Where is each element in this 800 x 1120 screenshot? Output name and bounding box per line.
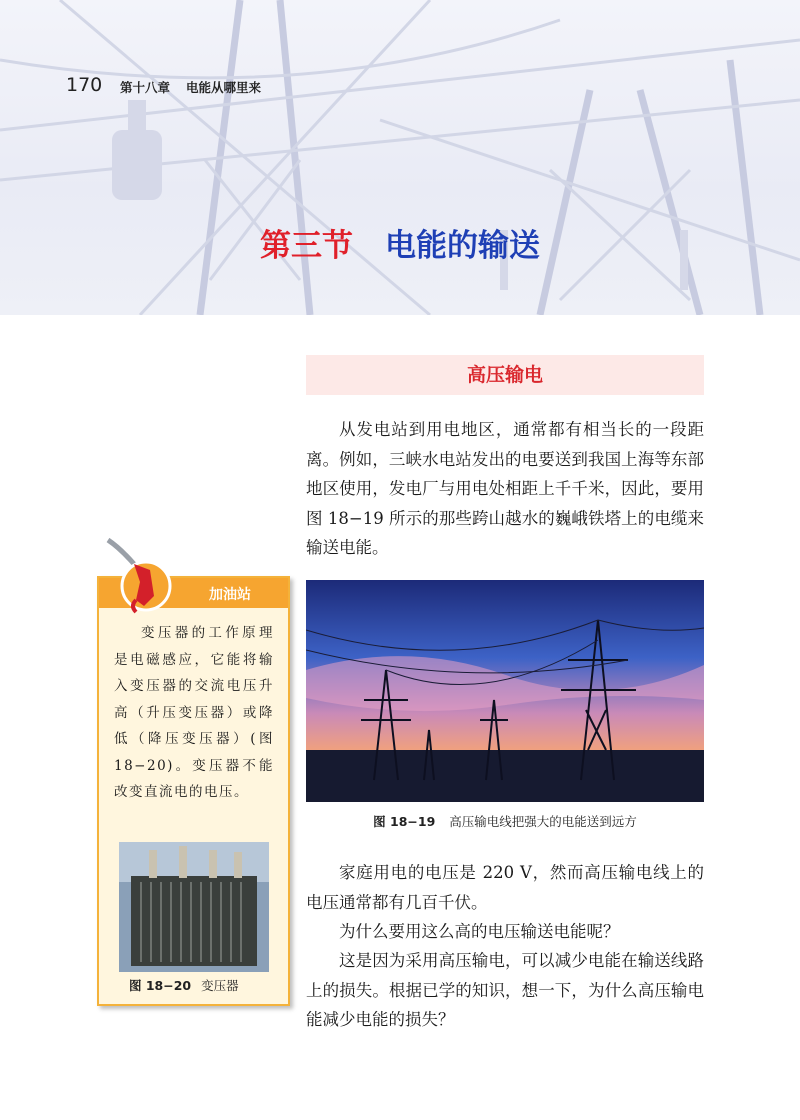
chapter-number: 第十八章 [120, 80, 171, 95]
fuel-pump-nozzle-icon [100, 534, 180, 614]
header-banner [0, 0, 800, 315]
page-number: 170 [66, 74, 103, 96]
sidebar-title: 加油站 [209, 587, 251, 603]
chapter-title: 电能从哪里来 [186, 80, 262, 95]
figure-18-20-photo [119, 842, 269, 972]
body-paragraph-4: 这是因为采用高压输电，可以减少电能在输送线路上的损失。根据已学的知识，想一下，为什么高压输电能减少电能的损失？ [306, 951, 704, 1029]
section-title [0, 220, 800, 265]
figure-18-19-photo [306, 580, 704, 802]
figure-18-19-text: 高压输电线把强大的电能送到远方 [449, 814, 637, 829]
figure-18-20-text: 变压器 [201, 978, 239, 993]
body-paragraph-2: 家庭用电的电压是 220 V，然而高压输电线上的电压通常都有几百千伏。 [306, 863, 704, 912]
subsection-heading: 高压输电 [306, 355, 704, 395]
sidebar-box [97, 576, 290, 1006]
running-head [120, 78, 261, 96]
sidebar-text: 变压器的工作原理是电磁感应，它能将输入变压器的交流电压升高（升压变压器）或降低（降压变压器）(图 18−20)。变压器不能改变直流电的电压。 [114, 625, 274, 800]
body-paragraph-3: 为什么要用这么高的电压输送电能呢？ [339, 922, 620, 941]
section-number: 第三节 [260, 228, 353, 264]
figure-18-20-label: 图 18−20 [129, 978, 192, 993]
body-paragraph-1: 从发电站到用电地区，通常都有相当长的一段距离。例如，三峡水电站发出的电要送到我国上海等东部地区使用，发电厂与用电处相距上千千米，因此，要用图 18−19 所示的那些跨山越水的巍峨铁塔上的电缆来输送电能。 [306, 420, 704, 557]
banner-pylon-illustration [0, 0, 800, 315]
figure-18-20-caption [129, 976, 239, 994]
figure-18-19-label: 图 18−19 [373, 814, 436, 829]
section-name: 电能的输送 [385, 228, 540, 264]
